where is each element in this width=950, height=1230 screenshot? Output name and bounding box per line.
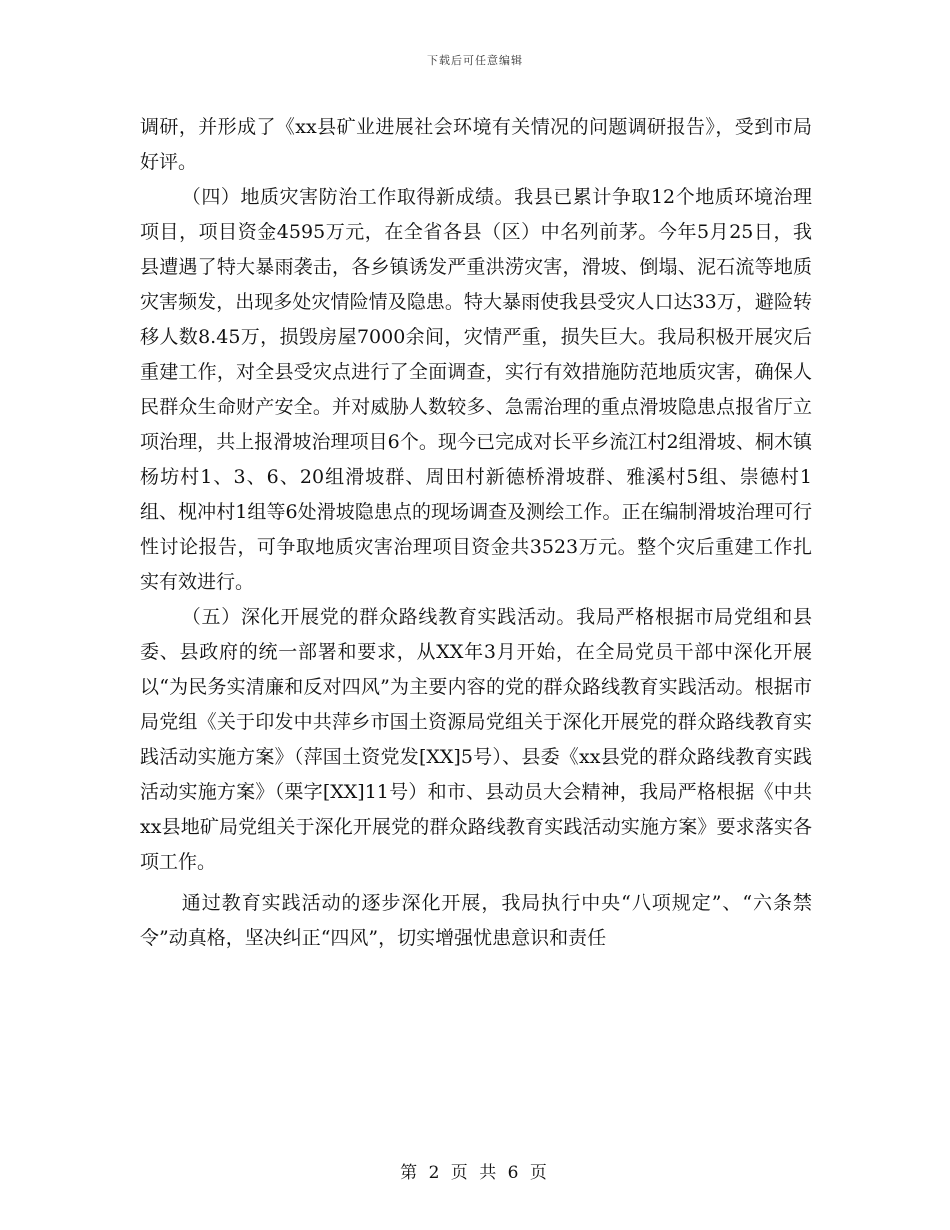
paragraph-mass-line-campaign: （五）深化开展党的群众路线教育实践活动。我局严格根据市局党组和县委、县政府的统一部署和要求，从XX年3月开始，在全局党员干部中深化开展以“为民务实清廉和反对四风”为主要内容的党的群众路线教育实践活动。根据市局党组《关于印发中共萍乡市国土资源局党组关于深化开展党的群众路线教育实践活动实施方案》（萍国土资党发[XX]5号）、县委《xx县党的群众路线教育实践活动实施方案》（栗字[XX]11号）和市、县动员大会精神，我局严格根据《中共xx县地矿局党组关于深化开展党的群众路线教育实践活动实施方案》要求落实各项工作。 xyxy=(140,606,812,873)
document-body xyxy=(140,110,812,956)
paragraph-continuation: 调研，并形成了《xx县矿业进展社会环境有关情况的问题调研报告》，受到市局好评。 xyxy=(140,116,812,173)
page-number: 第 2 页 共 6 页 xyxy=(400,1163,550,1183)
page-header: 下载后可任意编辑 xyxy=(427,54,523,67)
paragraph-geological-disaster: （四）地质灾害防治工作取得新成绩。我县已累计争取12个地质环境治理项目，项目资金4595万元，在全省各县（区）中名列前茅。今年5月25日，我县遭遇了特大暴雨袭击，各乡镇诱发严重洪涝灾害，滑坡、倒塌、泥石流等地质灾害频发，出现多处灾情险情及隐患。特大暴雨使我县受灾人口达33万，避险转移人数8.45万，损毁房屋7000余间，灾情严重，损失巨大。我局积极开展灾后重建工作，对全县受灾点进行了全面调查，实行有效措施防范地质灾害，确保人民群众生命财产安全。并对威胁人数较多、急需治理的重点滑坡隐患点报省厅立项治理，共上报滑坡治理项目6个。现今已完成对长平乡流江村2组滑坡、桐木镇杨坊村1、3、6、20组滑坡群、周田村新德桥滑坡群、雅溪村5组、崇德村1组、枧冲村1组等6处滑坡隐患点的现场调查及测绘工作。正在编制滑坡治理可行性讨论报告，可争取地质灾害治理项目资金共3523万元。整个灾后重建工作扎实有效进行。 xyxy=(140,186,812,593)
paragraph-practice-results: 通过教育实践活动的逐步深化开展，我局执行中央“八项规定”、“六条禁令”动真格，坚决纠正“四风”，切实增强忧患意识和责任 xyxy=(140,892,812,949)
